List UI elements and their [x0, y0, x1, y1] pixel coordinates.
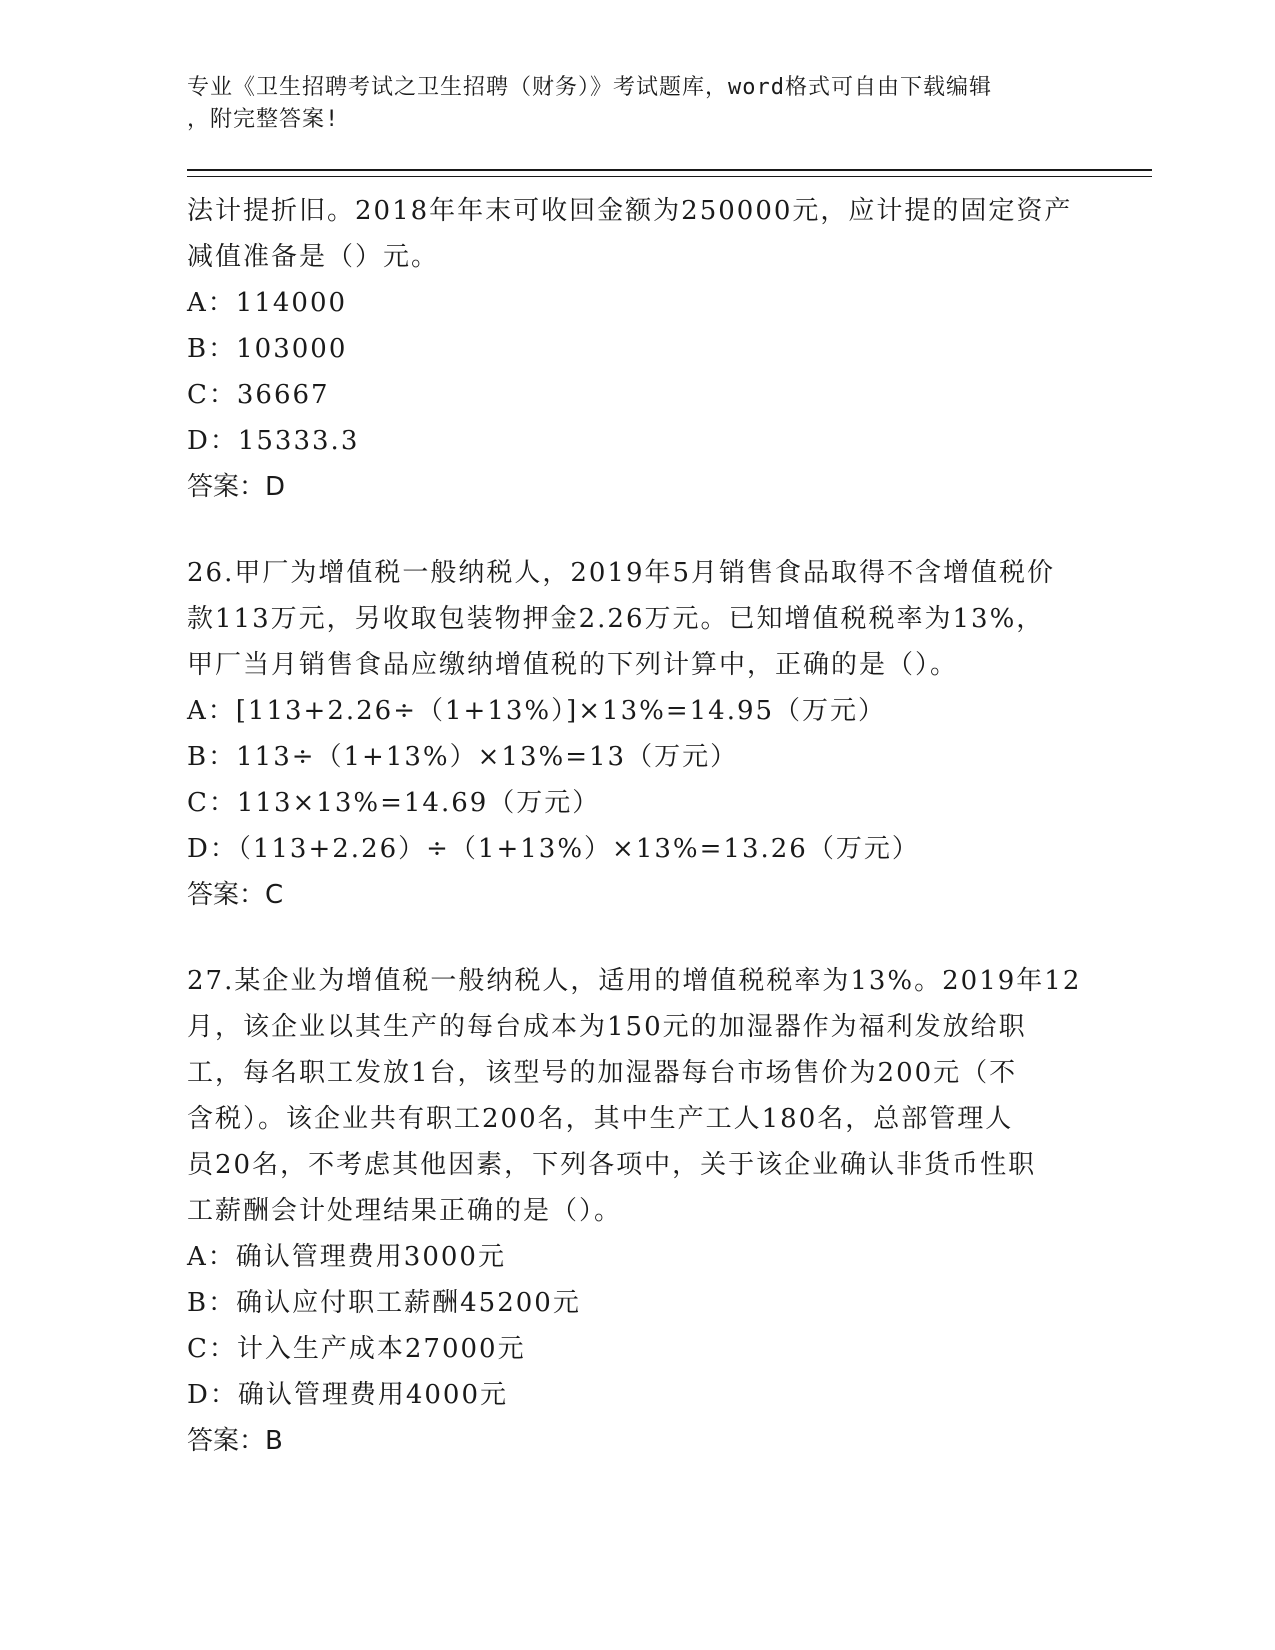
option-c: C：36667 [187, 380, 330, 410]
answer-label: 答案：D [187, 472, 286, 502]
spacer [187, 918, 1087, 958]
question-stem-line: 26.甲厂为增值税一般纳税人，2019年5月销售食品取得不含增值税价 [187, 558, 1056, 588]
answer-label: 答案：B [187, 1426, 283, 1456]
question-stem-line: 款113万元，另收取包装物押金2.26万元。已知增值税税率为13%， [187, 604, 1045, 634]
option-c: C：113×13%=14.69（万元） [187, 788, 601, 818]
option-d: D：确认管理费用4000元 [187, 1380, 509, 1410]
option-c: C：计入生产成本27000元 [187, 1334, 526, 1364]
question-stem-line: 月，该企业以其生产的每台成本为150元的加湿器作为福利发放给职 [187, 1012, 1027, 1042]
option-a: A：114000 [187, 288, 348, 318]
option-d: D：15333.3 [187, 426, 360, 456]
option-b: B：确认应付职工薪酬45200元 [187, 1288, 581, 1318]
question-26 [187, 550, 1087, 918]
question-stem-line: 工，每名职工发放1台，该型号的加湿器每台市场售价为200元（不 [187, 1058, 1018, 1088]
question-27 [187, 958, 1087, 1464]
question-stem-line: 员20名，不考虑其他因素，下列各项中，关于该企业确认非货币性职 [187, 1150, 1037, 1180]
question-stem-line: 减值准备是（）元。 [187, 242, 440, 272]
header-title-line-2: ，附完整答案! [187, 107, 340, 132]
option-d: D：（113+2.26）÷（1+13%）×13%=13.26（万元） [187, 834, 920, 864]
spacer [187, 510, 1087, 550]
question-stem-line: 含税）。该企业共有职工200名，其中生产工人180名，总部管理人 [187, 1104, 1014, 1134]
option-a: A：确认管理费用3000元 [187, 1242, 506, 1272]
question-stem-line: 工薪酬会计处理结果正确的是（）。 [187, 1196, 623, 1226]
question-stem-line: 甲厂当月销售食品应缴纳增值税的下列计算中，正确的是（）。 [187, 650, 959, 680]
option-b: B：103000 [187, 334, 348, 364]
question-content [187, 188, 1087, 1464]
option-a: A：[113+2.26÷（1+13%）]×13%=14.95（万元） [187, 696, 887, 726]
header-rule-top [187, 169, 1152, 171]
header-rule-bottom [187, 176, 1152, 177]
question-25 [187, 188, 1087, 510]
header-title-line-1: 专业《卫生招聘考试之卫生招聘（财务）》考试题库，word格式可自由下载编辑 [187, 75, 992, 100]
option-b: B：113÷（1+13%）×13%=13（万元） [187, 742, 739, 772]
answer-label: 答案：C [187, 880, 284, 910]
question-stem-line: 法计提折旧。2018年年末可收回金额为250000元，应计提的固定资产 [187, 196, 1073, 226]
question-stem-line: 27.某企业为增值税一般纳税人，适用的增值税税率为13%。2019年12 [187, 966, 1082, 996]
